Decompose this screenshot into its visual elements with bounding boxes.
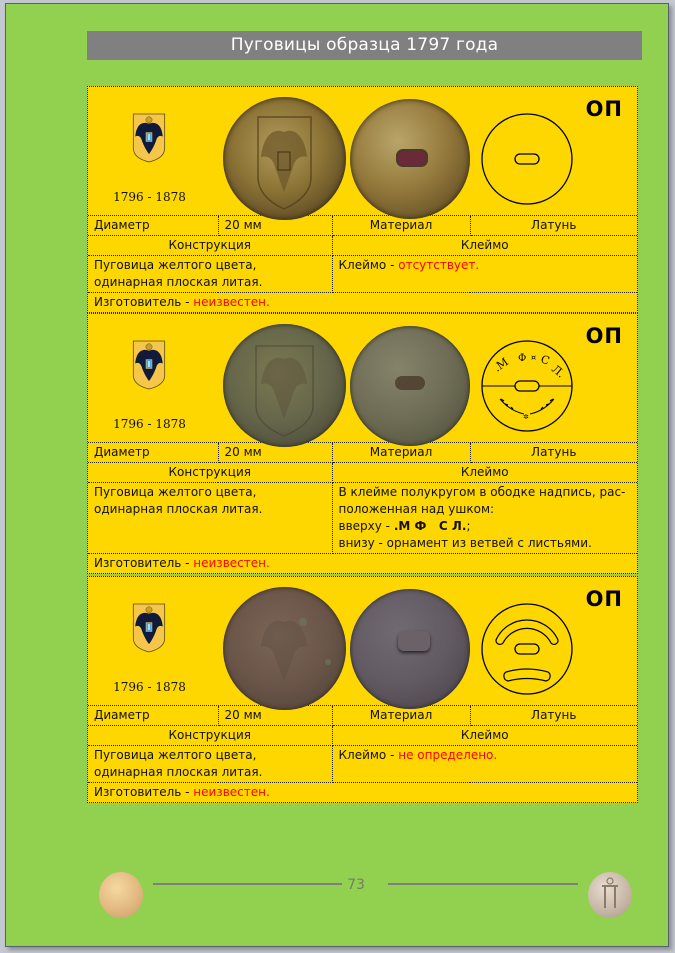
years-label: 1796 - 1878 bbox=[113, 190, 186, 204]
maker-value: неизвестен. bbox=[193, 556, 270, 570]
mark-line-1: В клейме полукругом в ободке надпись, рас- bbox=[338, 485, 626, 499]
spec-table bbox=[88, 216, 637, 312]
page-title: Пуговицы образца 1797 года bbox=[87, 31, 642, 60]
material-value: Латунь bbox=[470, 706, 637, 726]
image-row bbox=[88, 87, 637, 216]
button-front-photo bbox=[223, 324, 346, 447]
mark-line-3-prefix: вверху - bbox=[338, 519, 394, 533]
diameter-label: Диаметр bbox=[88, 216, 218, 236]
maker-prefix: Изготовитель - bbox=[94, 556, 194, 570]
maker-prefix: Изготовитель - bbox=[94, 785, 194, 799]
coat-of-arms-icon bbox=[132, 340, 166, 390]
diameter-label: Диаметр bbox=[88, 706, 218, 726]
mark-line-3 bbox=[339, 518, 632, 535]
button-card-1 bbox=[87, 86, 638, 313]
footer-divider-left bbox=[153, 883, 342, 885]
construction-header: Конструкция bbox=[88, 236, 332, 256]
diameter-value: 20 мм bbox=[218, 216, 332, 236]
construction-header: Конструкция bbox=[88, 463, 332, 483]
construction-text: Пуговица желтого цвета, одинарная плоская литая. bbox=[88, 483, 332, 554]
mark-prefix: Клеймо - bbox=[338, 258, 399, 272]
maker-text bbox=[88, 293, 637, 313]
coat-of-arms-icon bbox=[132, 603, 166, 653]
type-badge: ОП bbox=[585, 324, 623, 348]
shank-icon bbox=[395, 376, 425, 390]
diameter-value: 20 мм bbox=[218, 443, 332, 463]
coat-of-arms-icon bbox=[132, 113, 166, 163]
image-row bbox=[88, 314, 637, 443]
button-scheme-icon bbox=[480, 112, 574, 206]
shank-icon bbox=[396, 149, 428, 167]
construction-header: Конструкция bbox=[88, 726, 332, 746]
mark-inscription: .М Ф С Л. bbox=[393, 519, 467, 533]
mark-value: отсутствует. bbox=[398, 258, 480, 272]
button-card-2 bbox=[87, 313, 638, 574]
footer-monogram-button-icon bbox=[588, 872, 632, 918]
material-label: Материал bbox=[332, 443, 470, 463]
material-label: Материал bbox=[332, 706, 470, 726]
button-front-photo bbox=[223, 587, 346, 710]
maker-value: неизвестен. bbox=[193, 295, 270, 309]
svg-text:✲: ✲ bbox=[523, 413, 529, 421]
page-number: 73 bbox=[347, 877, 365, 893]
svg-text:.М: .М bbox=[491, 355, 511, 375]
svg-text:¤: ¤ bbox=[531, 353, 537, 362]
mark-line-2: положенная над ушком: bbox=[338, 502, 495, 516]
button-front-photo bbox=[223, 97, 346, 220]
mark-line-4: внизу - орнамент из ветвей с листьями. bbox=[338, 536, 592, 550]
button-back-photo bbox=[350, 326, 470, 446]
mark-header: Клеймо bbox=[332, 726, 637, 746]
years-label: 1796 - 1878 bbox=[113, 680, 186, 694]
mark-header: Клеймо bbox=[332, 236, 637, 256]
eagle-emboss-icon bbox=[223, 324, 346, 447]
maker-value: неизвестен. bbox=[193, 785, 270, 799]
eagle-emboss-icon bbox=[223, 587, 346, 710]
spec-table bbox=[88, 443, 637, 573]
diameter-value: 20 мм bbox=[218, 706, 332, 726]
mark-text bbox=[332, 256, 637, 293]
type-badge: ОП bbox=[585, 97, 623, 121]
button-scheme-mark-icon bbox=[480, 339, 574, 433]
button-back-photo bbox=[350, 99, 470, 219]
construction-text: Пуговица желтого цвета, одинарная плоская литая. bbox=[88, 746, 332, 783]
mark-value: не определено. bbox=[398, 748, 498, 762]
svg-text:С: С bbox=[538, 352, 552, 368]
footer-eagle-button-icon bbox=[99, 872, 143, 918]
mark-header: Клеймо bbox=[332, 463, 637, 483]
button-back-photo bbox=[350, 589, 470, 709]
mark-text bbox=[332, 483, 637, 554]
image-row bbox=[88, 577, 637, 706]
eagle-emboss-icon bbox=[223, 97, 346, 220]
button-card-3 bbox=[87, 576, 638, 803]
years-label: 1796 - 1878 bbox=[113, 417, 186, 431]
construction-text: Пуговица желтого цвета, одинарная плоская литая. bbox=[88, 256, 332, 293]
svg-text:Ф: Ф bbox=[518, 353, 527, 364]
monogram-p-icon bbox=[588, 872, 632, 918]
footer-divider-right bbox=[388, 883, 578, 885]
mark-prefix: Клеймо - bbox=[338, 748, 399, 762]
button-scheme-arcs-icon bbox=[480, 602, 574, 696]
type-badge: ОП bbox=[585, 587, 623, 611]
maker-text bbox=[88, 783, 637, 803]
spec-table bbox=[88, 706, 637, 802]
maker-prefix: Изготовитель - bbox=[94, 295, 194, 309]
material-value: Латунь bbox=[470, 216, 637, 236]
diameter-label: Диаметр bbox=[88, 443, 218, 463]
svg-text:Л.: Л. bbox=[549, 362, 568, 381]
mark-line-3-suffix: ; bbox=[466, 519, 471, 533]
material-value: Латунь bbox=[470, 443, 637, 463]
material-label: Материал bbox=[332, 216, 470, 236]
shank-icon bbox=[398, 631, 430, 651]
mark-text bbox=[332, 746, 637, 783]
page bbox=[5, 3, 669, 947]
maker-text bbox=[88, 554, 637, 574]
